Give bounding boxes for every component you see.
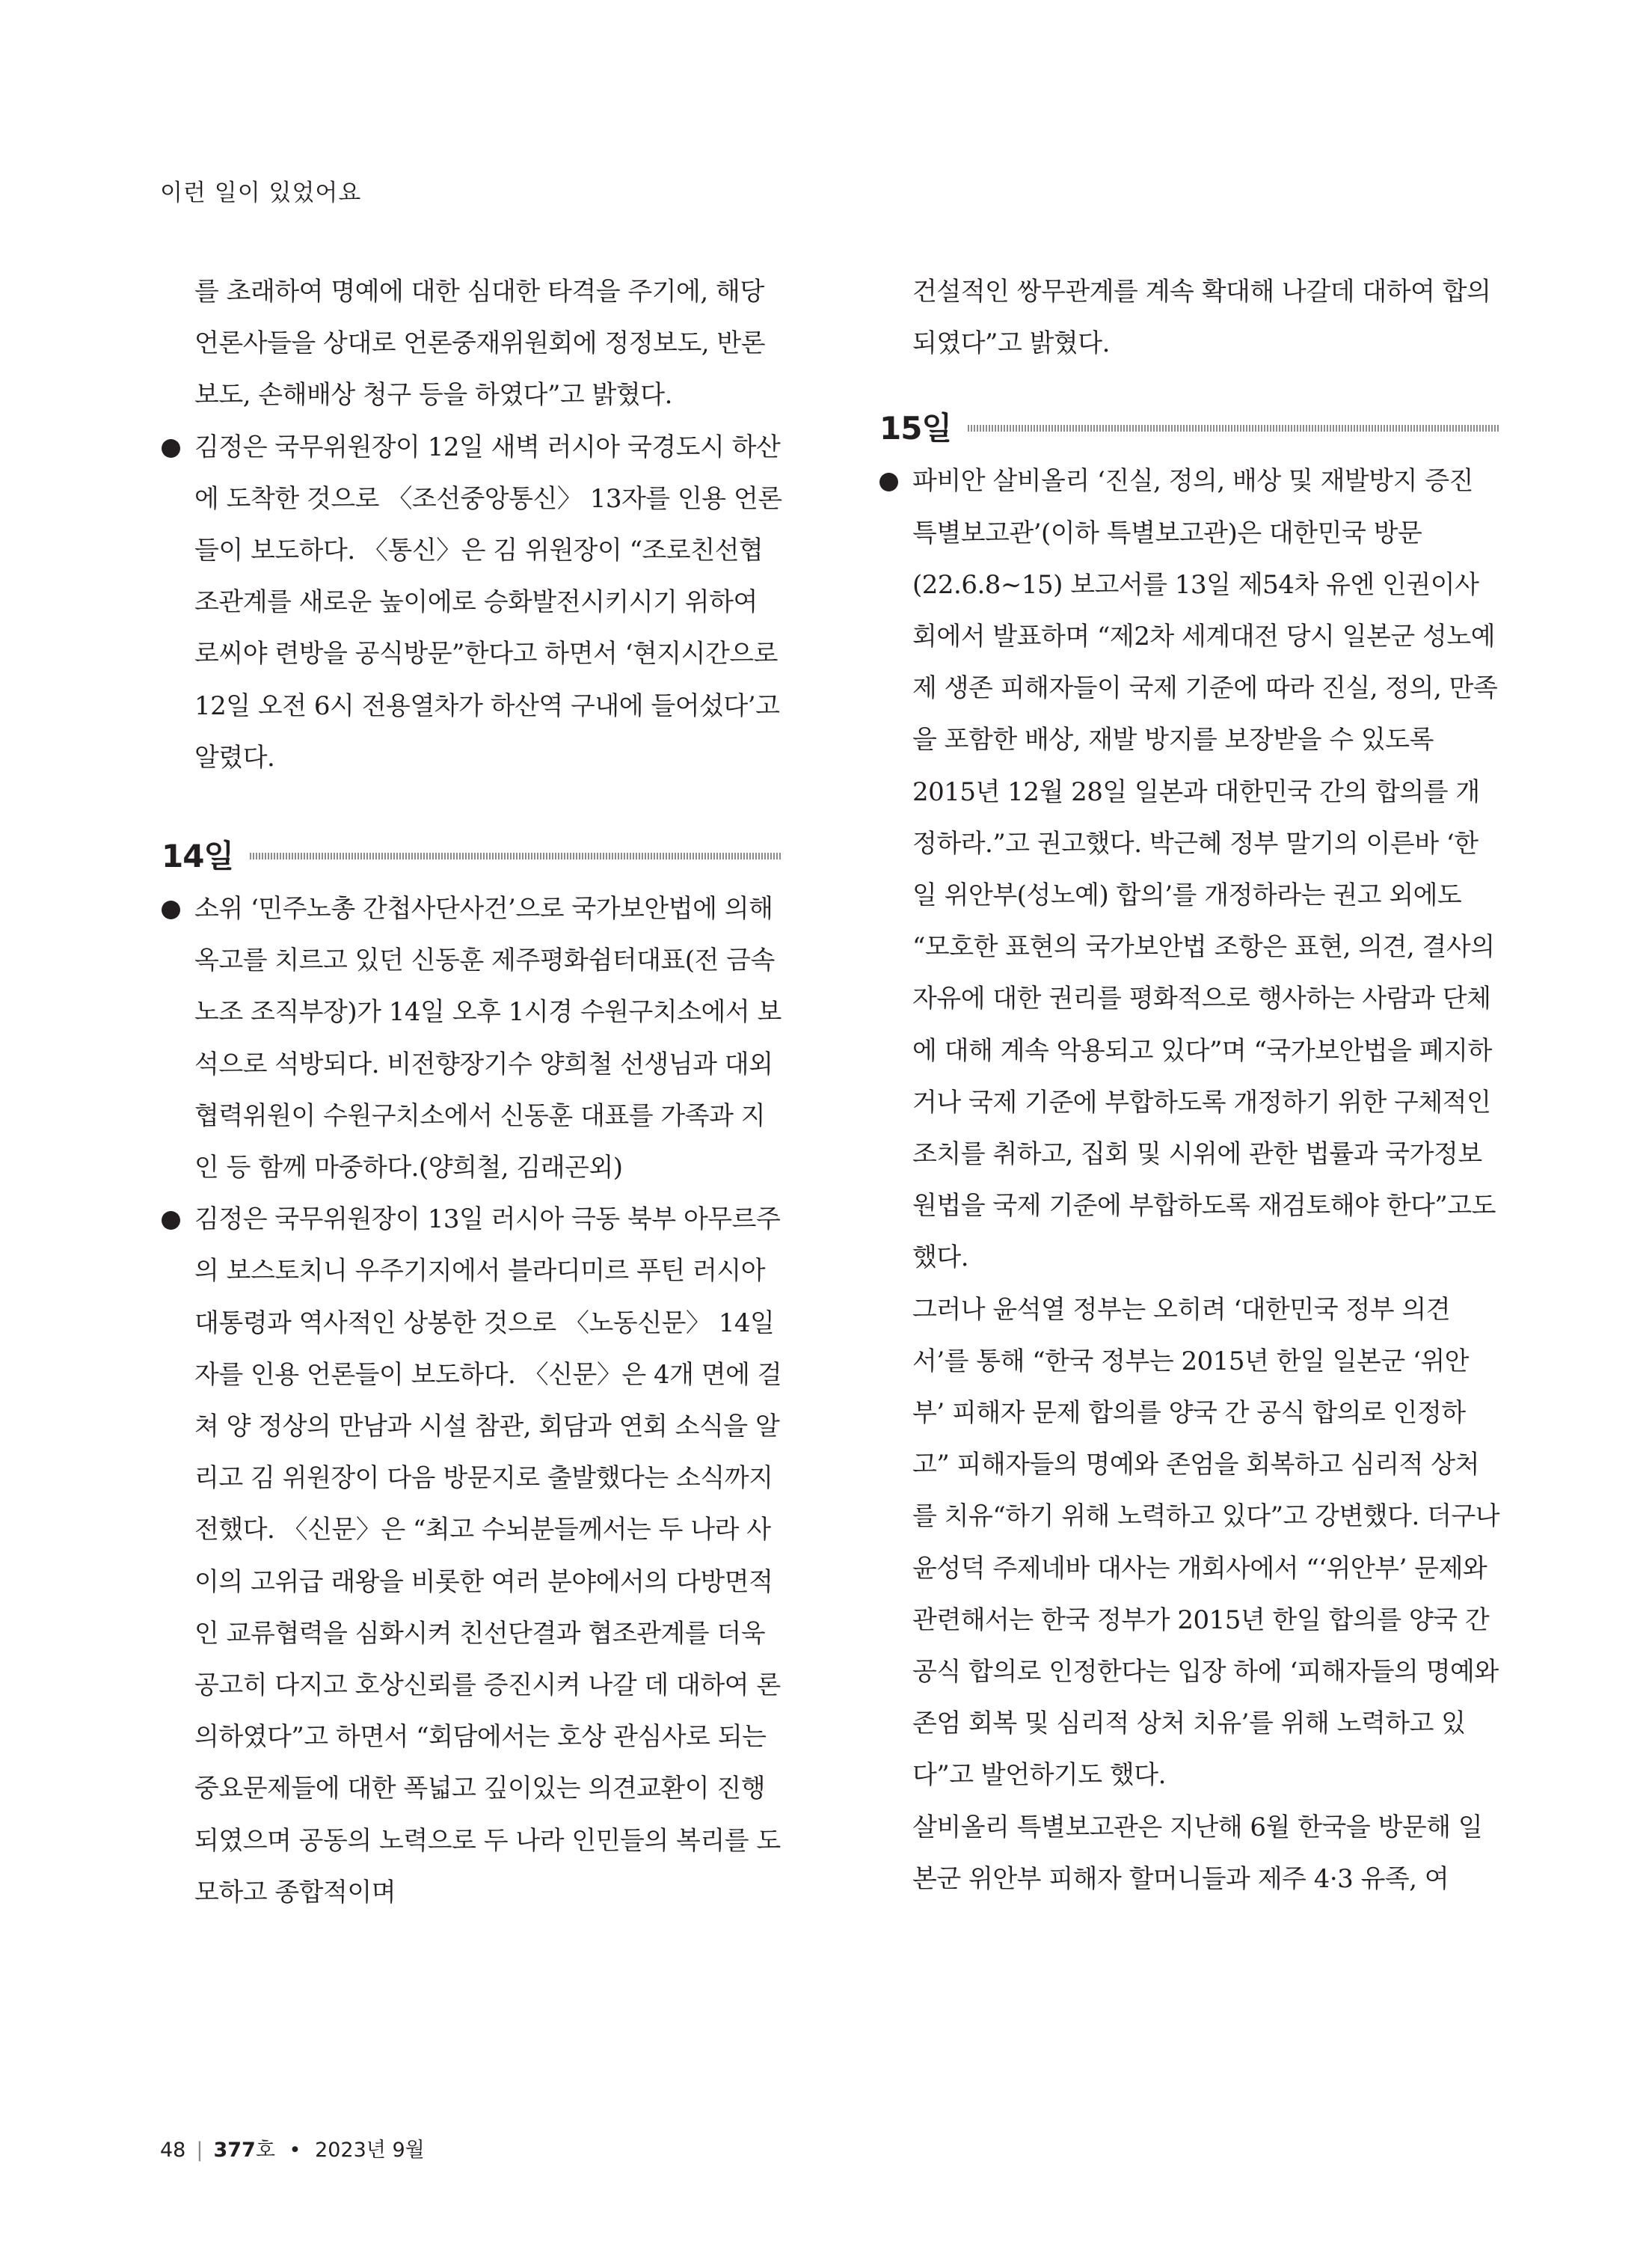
issue-date: 2023년 9월 [315,2139,425,2162]
continuation-paragraph: 를 초래하여 명예에 대한 심대한 타격을 주기에, 해당 언론사들을 상대로 언론중재위원회에 정정보도, 반론보도, 손해배상 청구 등을 하였다”고 밝혔다. [194,277,766,411]
day-heading-label: 14일 [162,837,234,874]
footer-bullet: • [289,2139,301,2162]
bullet-icon [162,1211,180,1230]
bullet-icon [162,439,180,458]
list-item-text: 소위 ‘민주노총 간첩사단사건’으로 국가보안법에 의해 옥고를 치르고 있던 신동훈 제주평화쉼터대표(전 금속노조 조직부장)가 14일 오후 1시경 수원구치소에서 보석으로 석방되다. 비전향장기수 양희철 선생님과 대외협력위원이 수원구치소에서 신동훈 대표를 가족과 지인 등 함께 마중하다.(양희철, 김래곤외) [194,894,782,1183]
list-item [879,456,1500,1284]
bullet-icon [162,901,180,919]
running-head: 이런 일이 있었어요 [160,180,362,206]
continuation-paragraph: 건설적인 쌍무관계를 계속 확대해 나갈데 대하여 합의되였다”고 밝혔다. [912,277,1491,359]
list-item-text: 파비안 살비올리 ‘진실, 정의, 배상 및 재발방지 증진 특별보고관’(이하 특별보고관)은 대한민국 방문(22.6.8~15) 보고서를 13일 제54차 유엔 인권이사회에서 발표하며 “제2차 세계대전 당시 일본군 성노예제 생존 피해자들이 국제 기준에 따라 진실, 정의, 만족을 포함한 배상, 재발 방지를 보장받을 수 있도록 2015년 12월 28일 일본과 대한민국 간의 합의를 개정하라.”고 권고했다. 박근혜 정부 말기의 이른바 ‘한일 위안부(성노예) 합의’를 개정하라는 권고 외에도 “모호한 표현의 국가보안법 조항은 표현, 의견, 결사의 자유에 대한 권리를 평화적으로 행사하는 사람과 단체에 대해 계속 악용되고 있다”며 “국가보안법을 폐지하거나 국제 기준에 부합하도록 개정하기 위한 구체적인 조치를 취하고, 집회 및 시위에 관한 법률과 국가정보원법을 국제 기준에 부합하도록 재검토해야 한다”고도 했다. [912,466,1498,1273]
day-heading-label: 15일 [879,409,952,447]
right-column [879,266,1500,1905]
list-item-text: 김정은 국무위원장이 12일 새벽 러시아 국경도시 하산에 도착한 것으로 〈조선중앙통신〉 13자를 인용 언론들이 보도하다. 〈통신〉은 김 위원장이 “조로친선협조관계를 새로운 높이에로 승화발전시키시기 위하여 로씨야 련방을 공식방문”한다고 하면서 ‘현지시간으로 12일 오전 6시 전용열차가 하산역 구내에 들어섰다’고 알렸다. [194,432,782,773]
list-item-text: 김정은 국무위원장이 13일 러시아 극동 북부 아무르주의 보스토치니 우주기지에서 블라디미르 푸틴 러시아 대통령과 역사적인 상봉한 것으로 〈노동신문〉 14일자를 인용 언론들이 보도하다. 〈신문〉은 4개 면에 걸쳐 양 정상의 만남과 시설 참관, 회담과 연회 소식을 알리고 김 위원장이 다음 방문지로 출발했다는 소식까지 전했다. 〈신문〉은 “최고 수뇌분들께서는 두 나라 사이의 고위급 래왕을 비롯한 여러 분야에서의 다방면적인 교류협력을 심화시켜 친선단결과 협조관계를 더욱 공고히 다지고 호상신뢰를 증진시켜 나갈 데 대하여 론의하였다”고 하면서 “회담에서는 호상 관심사로 되는 중요문제들에 대한 폭넓고 깊이있는 의견교환이 진행되였으며 공동의 노력으로 두 나라 인민들의 복리를 도모하고 종합적이며 [194,1204,782,1907]
footer-divider: | [196,2139,203,2162]
list-item [162,883,782,1194]
page-footer [160,2133,425,2163]
list-item [162,422,782,784]
bullet-icon [879,473,898,491]
page-number: 48 [160,2139,186,2162]
issue-number: 377 [213,2139,256,2162]
dotted-rule [968,425,1500,432]
body-paragraph: 그러나 윤석열 정부는 오히려 ‘대한민국 정부 의견서’를 통해 “한국 정부는 2015년 한일 일본군 ‘위안부’ 피해자 문제 합의를 양국 간 공식 합의로 인정하고” 피해자들의 명예와 존엄을 회복하고 심리적 상처를 치유“하기 위해 노력하고 있다”고 강변했다. 더구나 윤성덕 주제네바 대사는 개회사에서 “‘위안부’ 문제와 관련해서는 한국 정부가 2015년 한일 합의를 양국 간 공식 합의로 인정한다는 입장 하에 ‘피해자들의 명예와 존엄 회복 및 심리적 상처 치유’를 위해 노력하고 있다”고 발언하기도 했다. [912,1294,1500,1791]
list-item [162,1194,782,1919]
body-paragraph: 살비올리 특별보고관은 지난해 6월 한국을 방문해 일본군 위안부 피해자 할머니들과 제주 4·3 유족, 여 [912,1812,1483,1894]
issue-suffix: 호 [255,2139,275,2162]
dotted-rule [250,853,782,859]
day-heading [162,830,782,882]
day-heading [879,402,1500,454]
left-column [162,266,782,1919]
